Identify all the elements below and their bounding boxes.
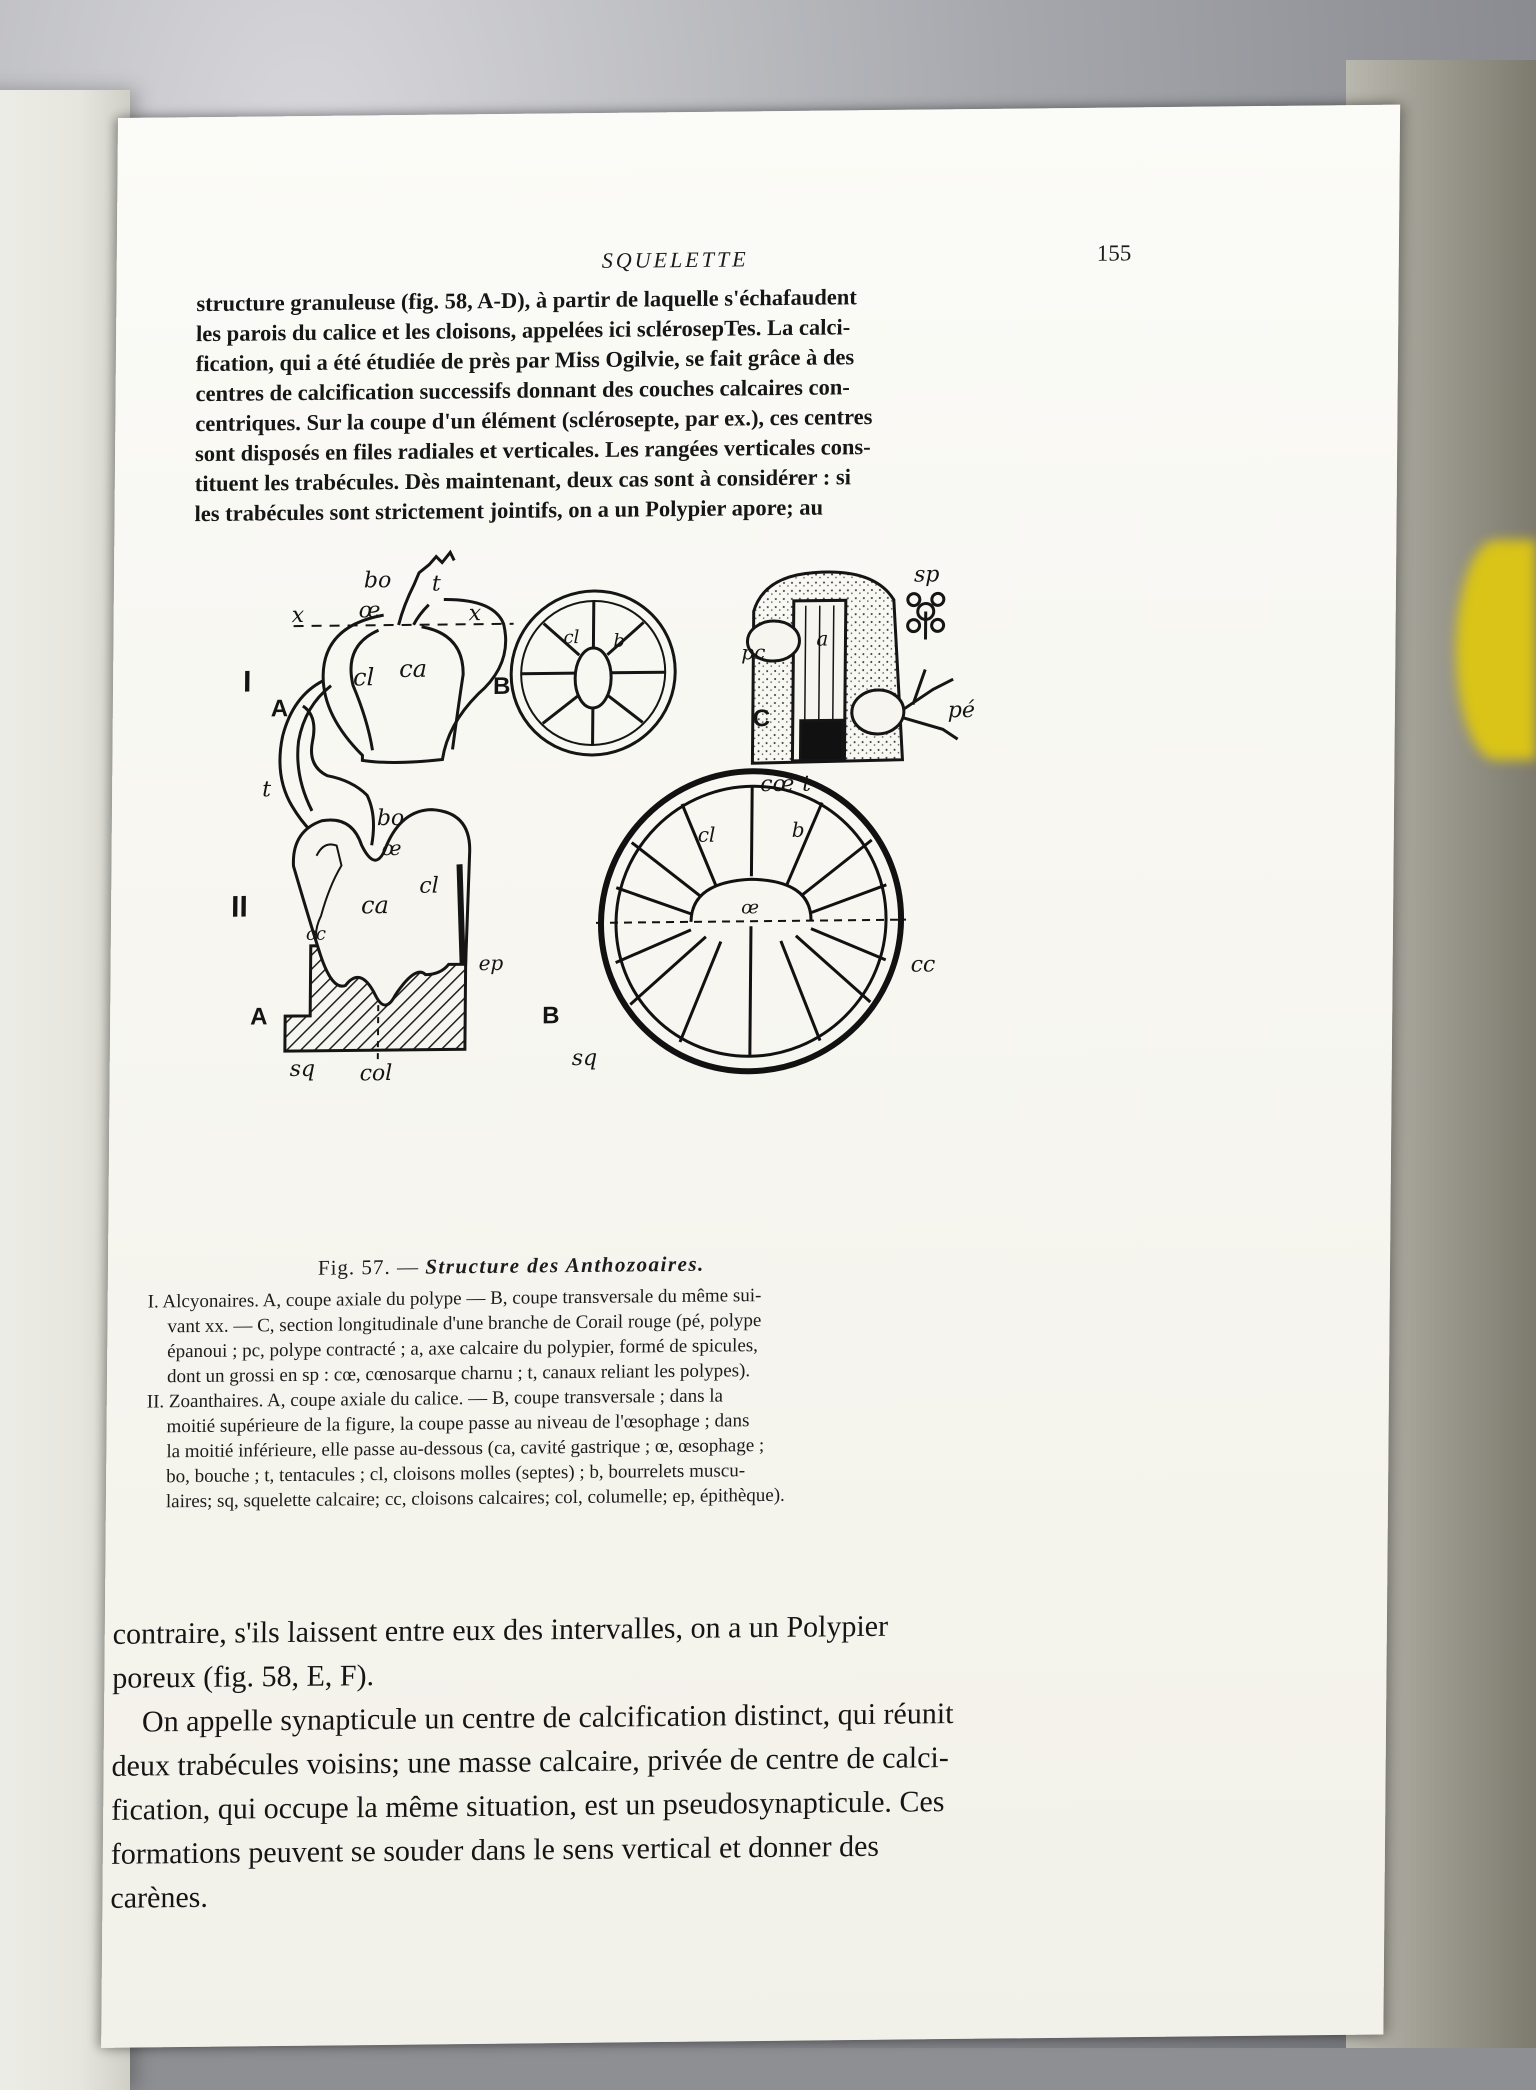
figure-number: Fig. 57. — [318,1255,419,1280]
label-oe-3: œ [741,897,759,918]
label-bo-2: bo [377,806,405,831]
label-cl-4: cl [698,823,716,847]
label-cc: cc [306,924,326,945]
label-roman-2: II [231,891,248,924]
label-sp: sp [914,562,940,587]
label-ca: ca [399,655,427,683]
legend-line: II. Zoanthaires. A, coupe axiale du calice. — B, coupe transversale ; dans la [147,1378,1207,1414]
label-oe-2: œ [382,836,402,860]
legend-line: moitié supérieure de la figure, la coupe passe au niveau de l'œsophage ; dans [146,1403,1206,1439]
text-line: centres de calcification successifs donnant des couches calcaires con- [195,368,1295,410]
label-ca-2: ca [361,891,389,919]
fig-IA-polyp [279,552,514,846]
label-oe: œ [359,598,381,623]
fig-IB-transverse [510,590,675,756]
label-cl: cl [353,663,374,691]
text-line: contraire, s'ils laissent entre eux des intervalles, on a un Polypier [113,1601,1234,1657]
label-cl-3: cl [419,874,439,899]
bottom-paragraph [110,1601,1233,1921]
fig-IC-coral-branch [746,571,959,764]
book-page [101,105,1400,2048]
label-x-left: x [292,603,305,628]
text-line: deux trabécules voisins; une masse calcaire, privée de centre de calci- [111,1733,1232,1789]
text-line: les trabécules sont strictement jointifs, on a un Polypier apore; au [194,488,1294,530]
label-ep: ep [479,951,504,975]
running-title: SQUELETTE [602,246,749,274]
text-line: tituent les trabécules. Dès maintenant, deux cas sont à considérer : si [195,458,1295,500]
label-a: a [816,626,828,650]
legend-line: la moitié inférieure, elle passe au-dessous (ca, cavité gastrique ; œ, œsophage ; [146,1428,1206,1464]
top-paragraph [194,278,1296,530]
text-line: fication, qui occupe la même situation, est un pseudosynapticule. Ces [111,1777,1232,1833]
label-sq-2: sq [572,1046,598,1071]
label-sq: sq [290,1057,316,1082]
text-line: sont disposés en files radiales et verticales. Les rangées verticales cons- [195,428,1295,470]
legend-line: bo, bouche ; t, tentacules ; cl, cloisons molles (septes) ; b, bourrelets muscu- [146,1453,1206,1489]
fig-IIB-transverse [595,770,908,1073]
legend-line: I. Alcyonaires. A, coupe axiale du polype — B, coupe transversale du même sui- [148,1278,1208,1314]
label-bo: bo [364,568,392,593]
label-t: t [432,572,441,597]
text-line: structure granuleuse (fig. 58, A-D), à partir de laquelle s'échafaudent [196,278,1296,320]
label-pc: pc [741,640,765,664]
label-IIB: B [542,1002,560,1029]
text-line: fication, qui a été étudiée de près par Miss Ogilvie, se fait grâce à des [196,338,1296,380]
label-t-3: t [802,772,811,797]
label-t-2: t [262,777,271,802]
label-IC: C [753,705,771,732]
legend-line: épanoui ; pc, polype contracté ; a, axe calcaire du polypier, formé de spicules, [147,1328,1207,1364]
label-x-right: x [469,601,482,626]
label-cc-2: cc [911,952,936,977]
text-line: carènes. [110,1865,1231,1921]
legend-line: vant xx. — C, section longitudinale d'une branche de Corail rouge (pé, polype [147,1303,1207,1339]
label-IB: B [493,673,511,700]
label-col: col [360,1061,393,1086]
figure-legend [146,1278,1208,1514]
label-cl-2: cl [563,627,579,648]
label-pe: pé [948,698,975,723]
label-b-2: b [792,818,805,842]
label-b: b [613,631,625,652]
text-line: centriques. Sur la coupe d'un élément (sclérosepte, par ex.), ces centres [195,398,1295,440]
text-line: les parois du calice et les cloisons, appelées ici sclérosepTes. La calci- [196,308,1296,350]
text-line: formations peuvent se souder dans le sens vertical et donner des [111,1821,1232,1877]
text-line: poreux (fig. 58, E, F). [112,1645,1233,1701]
text-line: On appelle synapticule un centre de calcification distinct, qui réunit [112,1689,1233,1745]
label-IA: A [271,695,289,722]
legend-line: laires; sq, squelette calcaire; cc, cloisons calcaires; col, columelle; ep, épithèque). [146,1478,1206,1514]
figure-caption [318,1252,705,1281]
label-IIA: A [250,1003,268,1030]
figure-title: Structure des Anthozoaires. [425,1252,705,1279]
label-roman-1: I [243,666,252,699]
legend-line: dont un grossi en sp : cœ, cœnosarque charnu ; t, canaux reliant les polypes). [147,1353,1207,1389]
page-number: 155 [1097,240,1132,266]
label-coe: cœ [760,772,794,797]
yellow-object [1456,540,1536,760]
